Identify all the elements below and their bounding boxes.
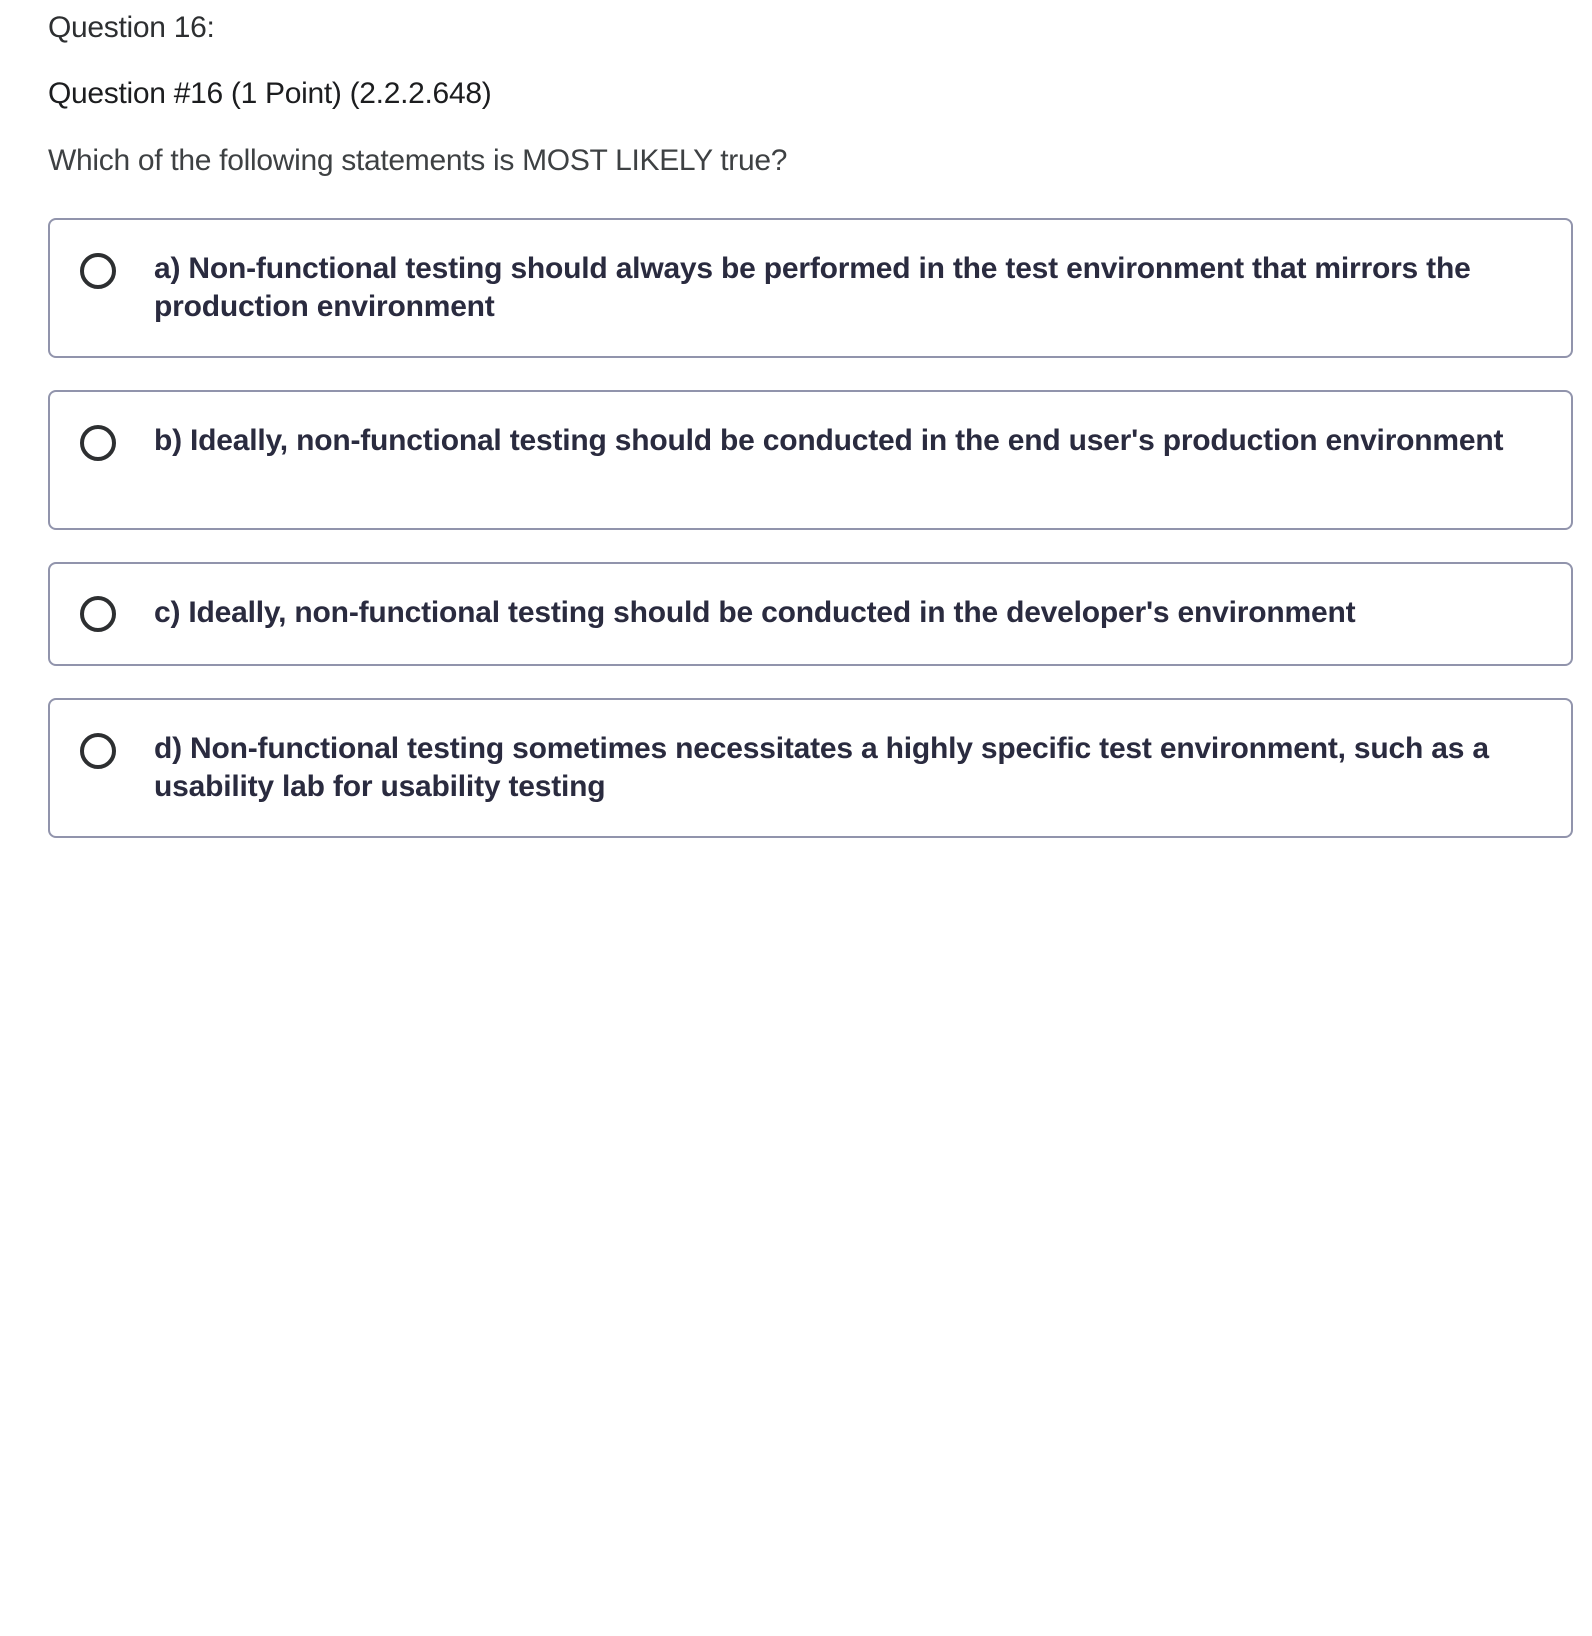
- radio-unchecked-icon[interactable]: [80, 596, 116, 632]
- answer-option-label: b) Ideally, non-functional testing should be conducted in the end user's production environment: [154, 424, 1504, 457]
- answer-option-d[interactable]: [48, 698, 1573, 838]
- question-number: Question 16:: [48, 11, 215, 44]
- answer-option-label: d) Non-functional testing sometimes necessitates a highly specific test environment, such as a usability lab for usability testing: [154, 732, 1489, 803]
- radio-unchecked-icon[interactable]: [80, 425, 116, 461]
- question-header: Question #16 (1 Point) (2.2.2.648): [48, 77, 492, 110]
- answer-option-label: a) Non-functional testing should always be performed in the test environment that mirrors the production environment: [154, 252, 1471, 323]
- radio-unchecked-icon[interactable]: [80, 733, 116, 769]
- answer-option-c[interactable]: [48, 562, 1573, 666]
- radio-unchecked-icon[interactable]: [80, 253, 116, 289]
- answer-option-a[interactable]: [48, 218, 1573, 358]
- answer-option-label: c) Ideally, non-functional testing should be conducted in the developer's environment: [154, 596, 1356, 629]
- question-prompt: Which of the following statements is MOST LIKELY true?: [48, 144, 788, 177]
- answer-option-b[interactable]: [48, 390, 1573, 530]
